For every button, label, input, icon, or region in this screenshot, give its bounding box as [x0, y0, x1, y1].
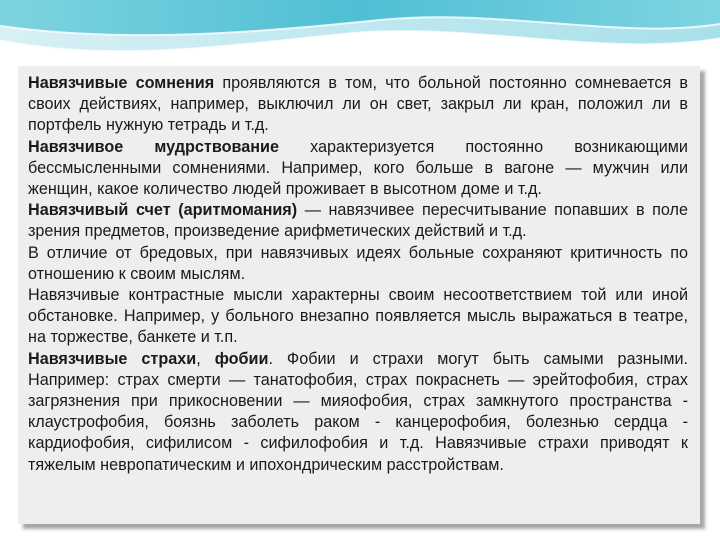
paragraph — [28, 285, 688, 349]
paragraph — [28, 73, 688, 137]
paragraph — [28, 349, 688, 476]
bold-term: Навязчивое мудрствование — [28, 137, 279, 156]
paragraph-text: характеризуется постоянно возникающими бессмысленными сомнениями. Например, кого больше в вагоне — мужчин или женщин, какое количество людей проживает в высотном доме и т.д. — [28, 137, 688, 199]
paragraph-text: , — [196, 349, 215, 368]
bold-term: Навязчивые страхи — [28, 349, 197, 368]
text-content-box — [18, 66, 700, 524]
paragraph-text: — навязчивее пересчитывание попавших в поле зрения предметов, произведение арифметических действий и т.д. — [28, 201, 689, 241]
bold-term: Навязчивые сомнения — [28, 74, 215, 92]
paragraph-text: . Фобии и страхи могут быть самыми разными. Например: страх смерти — танатофобия, страх покраснеть — эрейтофобия, страх загрязнения при прикосновении — мияофобия, страх замкнутого пространства - клаустрофобия, боязнь заболеть раком - канцерофобия, болезнью сердца - кардиофобия, сифилисом - сифилофобия и т.д. Навязчивые страхи приводят к тяжелым невропатическим и ипохондрическим расстройствам. — [28, 349, 688, 474]
bold-term: фобии — [214, 349, 269, 368]
paragraph — [28, 243, 688, 285]
paragraph-text: В отличие от бредовых, при навязчивых идеях больные сохраняют критичность по отношению к своим мыслям. — [28, 243, 688, 283]
paragraph — [28, 137, 688, 201]
paragraph-text: проявляются в том, что больной постоянно сомневается в своих действиях, например, выключил ли он свет, закрыл ли кран, положил ли в портфель нужную тетрадь и т.д. — [28, 74, 688, 135]
paragraph — [28, 200, 688, 242]
paragraph-text: Навязчивые контрастные мысли характерны своим несоответствием той или иной обстановке. Например, у больного внезапно появляется мысль выражаться в театре, на торжестве, банкете и т.п. — [28, 286, 688, 347]
bold-term: Навязчивый счет (аритмомания) — [28, 201, 298, 220]
